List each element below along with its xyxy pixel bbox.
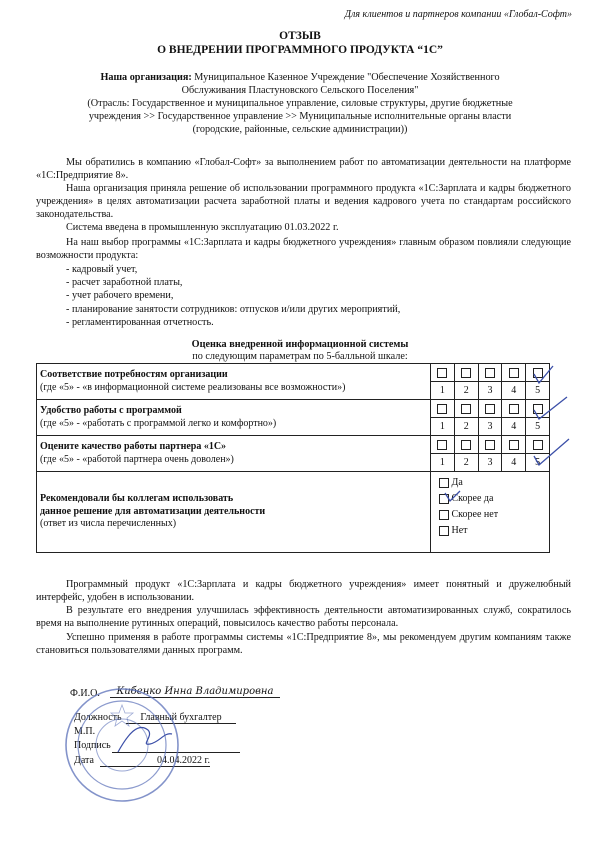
date-value: 04.04.2022 г. — [100, 755, 210, 767]
score-number: 1 — [431, 453, 454, 471]
score-checkbox[interactable] — [501, 436, 525, 453]
date-label: Дата — [74, 755, 94, 766]
criterion-title: Оцените качество работы партнера «1С» — [40, 441, 227, 452]
table-row — [37, 436, 550, 472]
score-number: 5 — [525, 381, 549, 399]
intro-p3: Система введена в промышленную эксплуатацию 01.03.2022 г. — [66, 222, 339, 233]
header-note: Для клиентов и партнеров компании «Глобал-Софт» — [344, 9, 572, 20]
doc-subtitle: О ВНЕДРЕНИИ ПРОГРАММНОГО ПРОДУКТА “1С” — [157, 44, 443, 56]
list-item: - расчет заработной платы, — [66, 277, 183, 289]
org-industry-1: (Отрасль: Государственное и муниципальное управление, силовые структуры, другие бюджетные — [87, 98, 513, 109]
criterion-hint: (где «5» - «в информационной системе реализованы все возможности») — [40, 381, 346, 393]
fio-value: Кибенко Инна Владимировна — [110, 686, 280, 698]
table-row — [37, 472, 550, 553]
score-number: 1 — [431, 381, 454, 399]
list-item: - кадровый учет, — [66, 264, 138, 275]
score-number: 4 — [501, 381, 525, 399]
score-cells — [431, 364, 550, 400]
score-checkbox[interactable] — [525, 364, 549, 381]
doc-title: ОТЗЫВ — [279, 30, 321, 42]
official-stamp — [62, 685, 182, 805]
list-item: - регламентированная отчетность. — [66, 316, 214, 328]
intro-p1: Мы обратились в компанию «Глобал-Софт» за выполнением работ по автоматизации деятельности на платформе «1С:Предприятие 8». — [36, 157, 571, 181]
recommend-options — [431, 472, 550, 553]
table-row — [37, 364, 550, 400]
score-number: 3 — [478, 417, 502, 435]
position-value: Главный бухгалтер — [126, 712, 236, 724]
mp-label: М.П. — [74, 726, 96, 737]
sign-label: Подпись — [74, 740, 111, 751]
score-checkbox[interactable] — [454, 436, 478, 453]
score-number: 1 — [431, 417, 454, 435]
criterion-3 — [37, 436, 431, 472]
checkbox[interactable] — [439, 478, 449, 488]
org-industry-2: учреждения >> Государственное управление >> Муниципальные исполнительные органы власти — [88, 111, 512, 122]
closing-p3: Успешно применяя в работе программы системы «1С:Предприятие 8», мы рекомендуем другим компаниям также становиться пользователями данных программ. — [36, 632, 571, 656]
intro-p2: Наша организация приняла решение об использовании программного продукта «1С:Зарплата и кадры бюджетного учреждения» в целях автоматизации расчета заработной платы и ведения кадрового учета по стандартам российского законодательства. — [36, 183, 571, 220]
org-name-2: Обслуживания Пластуновского Сельского Поселения" — [181, 85, 419, 96]
rating-subtitle: по следующим параметрам по 5-балльной шкале: — [192, 351, 408, 362]
option-skoree-da[interactable] — [439, 491, 549, 507]
rating-table — [36, 363, 550, 553]
score-checkbox[interactable] — [501, 400, 525, 417]
score-checkbox[interactable] — [525, 400, 549, 417]
score-checkbox[interactable] — [478, 364, 502, 381]
list-item: - учет рабочего времени, — [66, 290, 174, 302]
criterion-title: Соответствие потребностям организации — [40, 369, 228, 380]
recommend-question — [37, 472, 431, 553]
score-cells — [431, 400, 550, 436]
closing-p2: В результате его внедрения улучшилась эффективность деятельности автоматизированных служб, сократилось время на выполнение рутинных операций, повысилось качество работы персонала. — [36, 605, 571, 629]
score-cells — [431, 436, 550, 472]
criterion-title: Удобство работы с программой — [40, 405, 182, 416]
criterion-2 — [37, 400, 431, 436]
score-number: 3 — [478, 381, 502, 399]
score-number: 5 — [525, 417, 549, 435]
table-row — [37, 400, 550, 436]
recommend-hint: (ответ из числа перечисленных) — [40, 518, 177, 530]
score-checkbox[interactable] — [454, 364, 478, 381]
criterion-hint: (где «5» - «работать с программой легко и комфортно») — [40, 417, 277, 429]
score-checkbox[interactable] — [431, 436, 454, 453]
score-checkbox[interactable] — [501, 364, 525, 381]
score-number: 2 — [454, 453, 478, 471]
option-net[interactable] — [439, 523, 549, 539]
org-block — [30, 71, 570, 136]
rating-title: Оценка внедренной информационной системы — [191, 339, 409, 350]
score-checkbox[interactable] — [525, 436, 549, 453]
fio-label: Ф.И.О. — [70, 688, 100, 699]
score-number: 3 — [478, 453, 502, 471]
criterion-hint: (где «5» - «работой партнера очень доволен») — [40, 453, 234, 465]
list-item: - планирование занятости сотрудников: отпусков и/или других мероприятий, — [66, 303, 401, 315]
score-checkbox[interactable] — [478, 436, 502, 453]
score-checkbox[interactable] — [454, 400, 478, 417]
checkbox[interactable] — [439, 494, 449, 504]
org-name-1: Муниципальное Казенное Учреждение "Обеспечение Хозяйственного — [194, 72, 500, 83]
capabilities-list — [66, 263, 400, 329]
intro-p4: На наш выбор программы «1С:Зарплата и кадры бюджетного учреждения» главным образом повлияли следующие возможности продукта: — [36, 237, 571, 261]
option-label: Да — [451, 477, 463, 488]
score-checkbox[interactable] — [478, 400, 502, 417]
criterion-1 — [37, 364, 431, 400]
score-checkbox[interactable] — [431, 400, 454, 417]
org-label: Наша организация: — [100, 72, 192, 83]
option-label: Скорее нет — [451, 509, 499, 520]
score-number: 2 — [454, 381, 478, 399]
option-da[interactable] — [439, 475, 549, 491]
recommend-title-1: Рекомендовали бы коллегам использовать — [40, 493, 234, 505]
checkbox[interactable] — [439, 510, 449, 520]
position-label: Должность — [74, 712, 122, 723]
closing-p1: Программный продукт «1С:Зарплата и кадры бюджетного учреждения» имеет понятный и дружелюбный интерфейс, удобен в использовании. — [36, 579, 571, 603]
score-number: 4 — [501, 453, 525, 471]
org-industry-3: (городские, районные, сельские администрации)) — [192, 124, 408, 135]
score-checkbox[interactable] — [431, 364, 454, 381]
score-number: 2 — [454, 417, 478, 435]
option-skoree-net[interactable] — [439, 507, 549, 523]
option-label: Скорее да — [451, 493, 494, 504]
recommend-title-2: данное решение для автоматизации деятельности — [40, 505, 266, 517]
score-number: 4 — [501, 417, 525, 435]
score-number: 5 — [525, 453, 549, 471]
checkbox[interactable] — [439, 526, 449, 536]
option-label: Нет — [451, 525, 468, 536]
